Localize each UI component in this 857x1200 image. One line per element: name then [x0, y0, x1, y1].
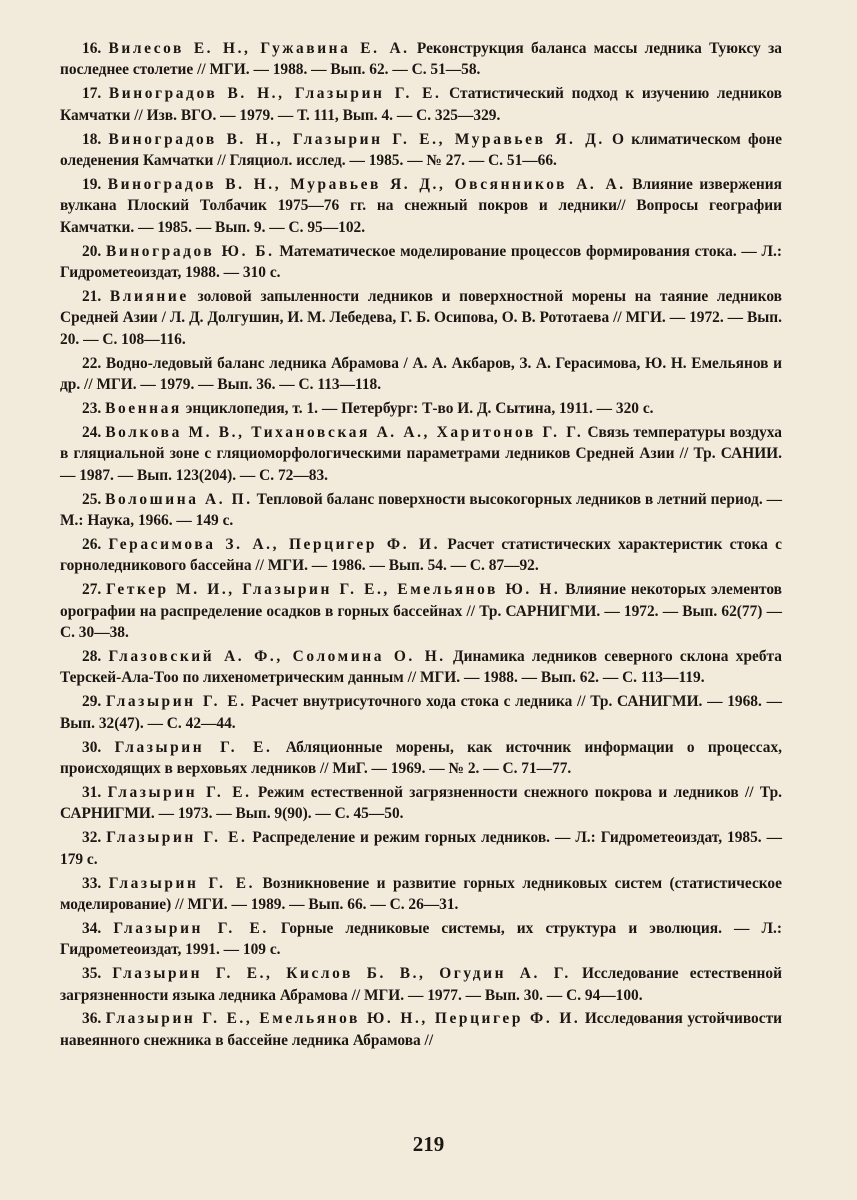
ref-title: Расчет статистических характеристик стока с горноледникового бассейна // МГИ. — 1986. — Вып. 54. — С. 87—92. — [60, 535, 782, 575]
ref-number: 25. — [82, 490, 102, 508]
ref-title: Горные ледниковые системы, их структура и эволюция. — Л.: Гидрометеоиздат, 1991. — 109 с. — [60, 919, 782, 959]
reference-entry — [60, 918, 782, 961]
reference-entry — [60, 873, 782, 916]
reference-list — [60, 38, 782, 1054]
reference-entry — [60, 691, 782, 734]
reference-entry — [60, 827, 782, 870]
ref-authors: Геткер М. И., Глазырин Г. Е., Емельянов Ю. Н. — [106, 581, 561, 599]
ref-title: Динамика ледников северного склона хребта Терскей-Ала-Тоо по лихенометрическим данным // МГИ. — 1988. — Вып. 62. — С. 113—119. — [60, 647, 782, 687]
reference-entry — [60, 398, 782, 419]
ref-authors: Глазырин Г. Е., Кислов Б. В., Огудин А. Г. — [112, 965, 571, 983]
ref-number: 23. — [82, 400, 102, 417]
ref-number: 31. — [82, 783, 102, 801]
reference-entry — [60, 963, 782, 1006]
ref-authors: Глазырин Г. Е. — [113, 919, 269, 937]
ref-number: 32. — [82, 829, 102, 847]
ref-title: Статистический подход к изучению ледников Камчатки // Изв. ВГО. — 1979. — Т. 111, Вып. 4. — С. 325—329. — [60, 85, 782, 124]
ref-number: 16. — [82, 40, 102, 57]
reference-entry — [60, 422, 782, 486]
ref-authors: Виноградов Ю. Б. — [105, 242, 275, 260]
reference-entry — [60, 646, 782, 689]
reference-entry — [60, 737, 782, 780]
ref-authors: Вилесов Е. Н., Гужавина Е. А. — [108, 40, 410, 57]
ref-title: Абляционные морены, как источник информации о процессах, происходящих в верховьях ледников // МиГ. — 1969. — № 2. — С. 71—77. — [60, 738, 783, 777]
reference-entry — [60, 1008, 782, 1051]
ref-number: 17. — [82, 85, 102, 103]
ref-number: 21. — [82, 287, 102, 305]
ref-title: Влияние извержения вулкана Плоский Толбачик 1975—76 гг. на снежный покров и ледники// Вопросы географии Камчатки. — 1985. — Вып. 9. — С. 95—102. — [60, 175, 782, 236]
ref-number: 35. — [82, 965, 102, 983]
ref-authors: Военная — [105, 400, 182, 417]
ref-title: Водно-ледовый баланс ледника Абрамова / А. А. Акбаров, З. А. Герасимова, Ю. Н. Емельянов и др. // МГИ. — 1979. — Вып. 36. — С. 113—118. — [60, 354, 782, 394]
ref-number: 24. — [82, 423, 102, 441]
ref-number: 28. — [82, 647, 102, 665]
ref-number: 30. — [82, 738, 102, 756]
ref-number: 33. — [82, 874, 102, 892]
reference-entry — [60, 241, 782, 284]
ref-title: Возникновение и развитие горных ледниковых систем (статистическое моделирование) // МГИ. — 1989. — Вып. 66. — С. 26—31. — [60, 874, 782, 913]
ref-number: 26. — [82, 535, 102, 553]
ref-number: 34. — [82, 919, 102, 937]
reference-entry — [60, 83, 782, 126]
reference-entry — [60, 782, 782, 825]
ref-authors: Герасимова З. А., Перцигер Ф. И. — [108, 535, 441, 553]
ref-title: Математическое моделирование процессов формирования стока. — Л.: Гидрометеоиздат, 1988. — 310 с. — [60, 242, 782, 282]
reference-entry — [60, 489, 782, 532]
ref-title: Тепловой баланс поверхности высокогорных ледников в летний период. — М.: Наука, 1966. — 149 с. — [60, 490, 782, 530]
ref-number: 29. — [82, 693, 102, 711]
ref-number: 27. — [82, 581, 102, 599]
ref-number: 18. — [82, 130, 102, 148]
ref-authors: Влияние — [109, 287, 189, 305]
ref-authors: Глазырин Г. Е., Емельянов Ю. Н., Перцигер Ф. И. — [105, 1010, 581, 1028]
ref-number: 36. — [82, 1010, 102, 1028]
reference-entry — [60, 534, 782, 577]
ref-title: Распределение и режим горных ледников. — Л.: Гидрометеоиздат, 1985. — 179 с. — [60, 829, 782, 868]
page-number: 219 — [412, 1132, 445, 1156]
ref-title: Исследования устойчивости навеянного снежника в бассейне ледника Абрамова // — [60, 1010, 782, 1049]
ref-authors: Волкова М. В., Тихановская А. А., Харитонов Г. Г. — [105, 423, 584, 441]
ref-authors: Глазырин Г. Е. — [107, 783, 252, 801]
ref-title: О климатическом фоне оледенения Камчатки // Гляциол. исслед. — 1985. — № 27. — С. 51—66. — [60, 130, 782, 170]
ref-title: Расчет внутрисуточного хода стока с ледника // Тр. САНИГМИ. — 1968. — Вып. 32(47). — С. 42—44. — [60, 693, 782, 732]
reference-entry — [60, 579, 782, 643]
reference-entry — [60, 129, 782, 172]
reference-entry — [60, 286, 782, 350]
reference-entry — [60, 353, 782, 396]
ref-title: золовой запыленности ледников и поверхностной морены на таяние ледников Средней Азии / Л. Д. Долгушин, И. М. Лебедева, Г. Б. Осипова, О. В. Рототаева // МГИ. — 1972. — Вып. 20. — С. 108—116. — [60, 287, 782, 348]
ref-authors: Виноградов В. Н., Глазырин Г. Е., Муравьев Я. Д. — [108, 130, 605, 148]
ref-title: Связь температуры воздуха в гляциальной зоне с гляциоморфологическими параметрами ледников Средней Азии // Тр. САНИИ. — 1987. — Вып. 123(204). — С. 72—83. — [60, 423, 782, 484]
ref-authors: Глазырин Г. Е. — [105, 693, 247, 711]
ref-authors: Волошина А. П. — [105, 490, 253, 508]
ref-number: 19. — [82, 175, 102, 193]
reference-entry — [60, 174, 782, 238]
ref-title: энциклопедия, т. 1. — Петербург: Т-во И. Д. Сытина, 1911. — 320 с. — [185, 400, 654, 417]
ref-title: Реконструкция баланса массы ледника Туюксу за последнее столетие // МГИ. — 1988. — Вып. 62. — С. 51—58. — [60, 40, 782, 79]
reference-entry — [60, 38, 782, 81]
ref-authors: Глазырин Г. Е. — [108, 874, 256, 892]
ref-title: Влияние некоторых элементов орографии на распределение осадков в горных бассейнах // Тр. САРНИГМИ. — 1972. — Вып. 62(77) — С. 30—38. — [60, 581, 782, 642]
ref-number: 20. — [82, 242, 102, 260]
ref-title: Исследование естественной загрязненности языка ледника Абрамова // МГИ. — 1977. — Вып. 30. — С. 94—100. — [60, 965, 782, 1004]
ref-authors: Виноградов В. Н., Глазырин Г. Е. — [108, 85, 442, 103]
ref-authors: Глазырин Г. Е. — [114, 738, 273, 756]
ref-number: 22. — [82, 354, 102, 372]
ref-authors: Глазовский А. Ф., Соломина О. Н. — [108, 647, 446, 665]
ref-title: Режим естественной загрязненности снежного покрова и ледников // Тр. САРНИГМИ. — 1973. — Вып. 9(90). — С. 45—50. — [60, 783, 782, 823]
ref-authors: Виноградов В. Н., Муравьев Я. Д., Овсянников А. А. — [107, 175, 626, 193]
ref-authors: Глазырин Г. Е. — [106, 829, 248, 847]
